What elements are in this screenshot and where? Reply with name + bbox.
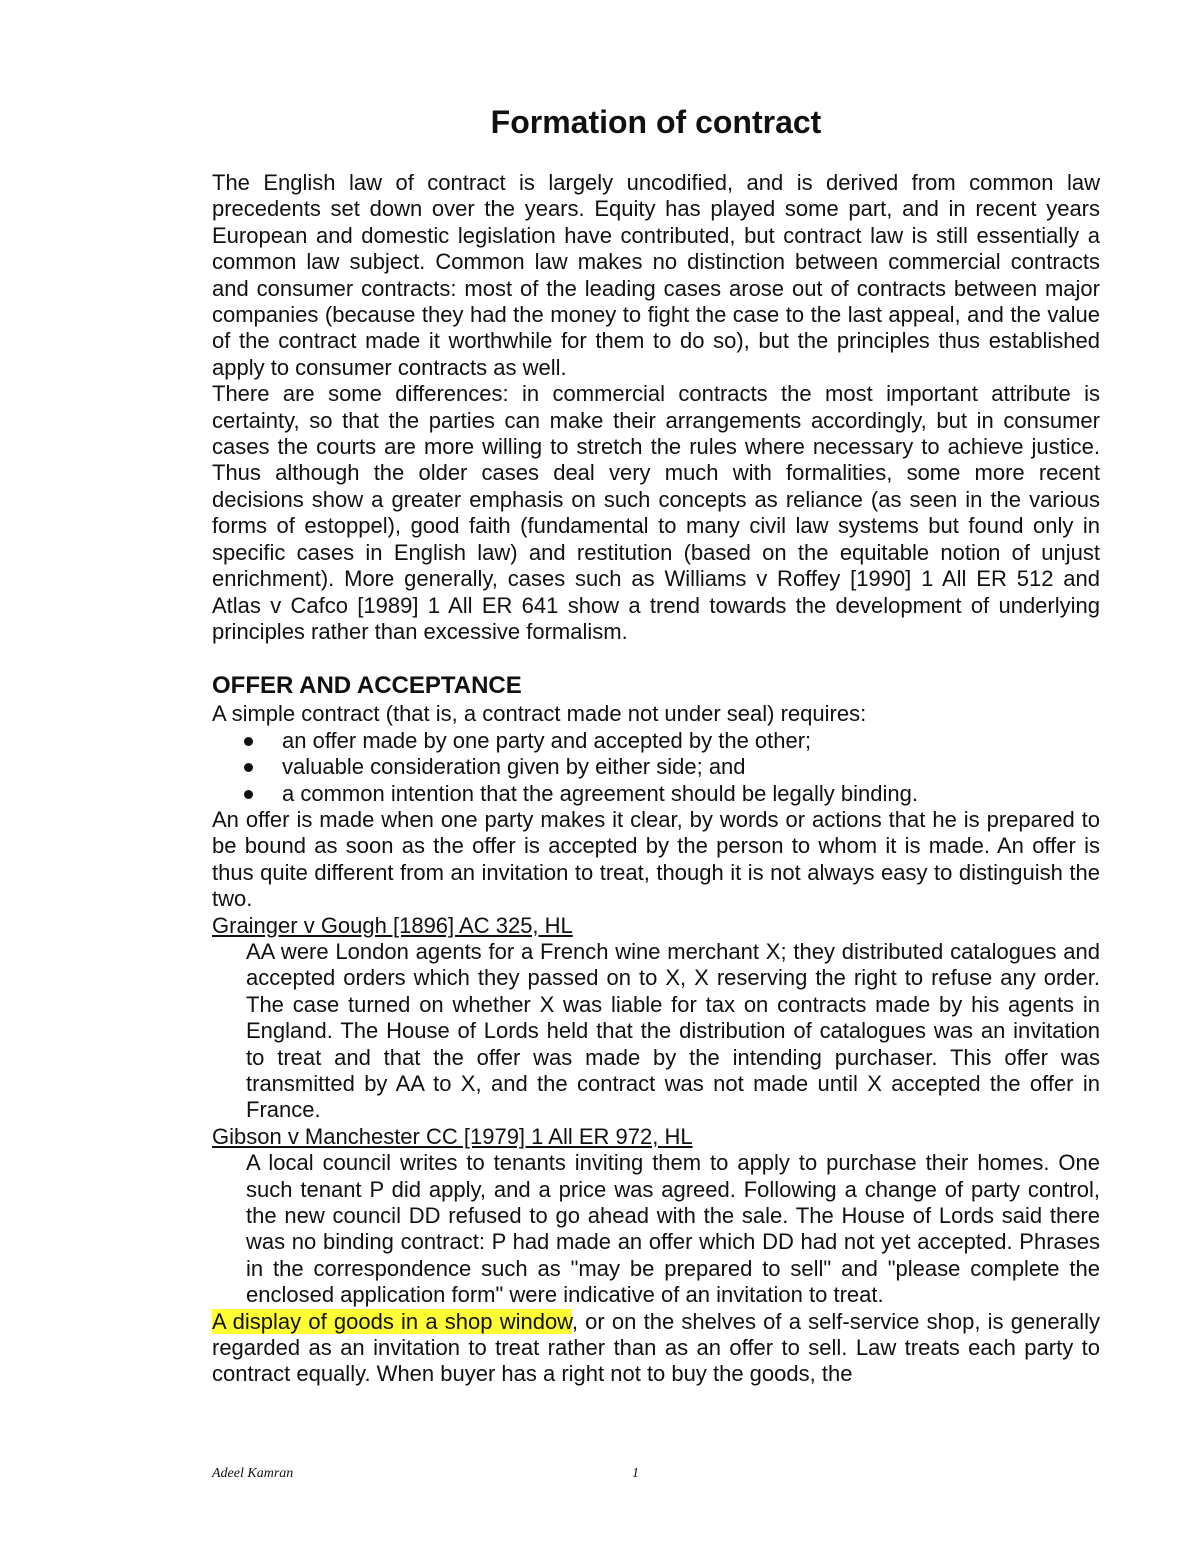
case-summary-grainger: AA were London agents for a French wine merchant X; they distributed catalogues and accepted orders which they passed on to X, X reserving the right to refuse any order. The case turned on whether X was liable for tax on contracts made by his agents in England. The House of Lords held that the distribution of catalogues was an invitation to treat and that the offer was made by the intending purchaser. This offer was transmitted by AA to X, and the contract was not made until X accepted the offer in France.	[246, 938, 1100, 1123]
case-summary-gibson: A local council writes to tenants inviting them to apply to purchase their homes. One such tenant P did apply, and a price was agreed. Following a change of party control, the new council DD refused to go ahead with the sale. The House of Lords said there was no binding contract: P had made an offer which DD had not yet accepted. Phrases in the correspondence such as "may be prepared to sell" and "please complete the enclosed application form" were indicative of an invitation to treat.	[246, 1150, 1100, 1308]
page-title: Formation of contract	[490, 104, 822, 140]
section-heading: OFFER AND ACCEPTANCE	[212, 672, 522, 700]
list-item-text: valuable consideration given by either side; and	[282, 754, 746, 780]
document-page	[212, 96, 1100, 1388]
bullet-icon	[244, 790, 253, 799]
requirements-list	[212, 728, 1100, 807]
offer-paragraph: An offer is made when one party makes it clear, by words or actions that he is prepared to be bound as soon as the offer is accepted by the person to whom it is made. An offer is thus quite different from an invitation to treat, though it is not always easy to distinguish the two.	[212, 806, 1100, 912]
bullet-icon	[244, 763, 253, 772]
case-citation-grainger: Grainger v Gough [1896] AC 325, HL	[212, 912, 573, 938]
section-lead: A simple contract (that is, a contract made not under seal) requires:	[212, 701, 867, 727]
list-item-text: an offer made by one party and accepted by the other;	[282, 727, 812, 753]
case-citation-gibson: Gibson v Manchester CC [1979] 1 All ER 972, HL	[212, 1123, 693, 1149]
footer-author: Adeel Kamran	[212, 1466, 294, 1481]
highlighted-text: A display of goods in a shop window	[212, 1308, 572, 1334]
list-item-text: a common intention that the agreement should be legally binding.	[282, 780, 918, 806]
intro-paragraph-1: The English law of contract is largely uncodified, and is derived from common law precedents set down over the years. Equity has played some part, and in recent years European and domestic legislation have contributed, but contract law is still essentially a common law subject. Common law makes no distinction between commercial contracts and consumer contracts: most of the leading cases arose out of contracts between major companies (because they had the money to fight the case to the last appeal, and the value of the contract made it worthwhile for them to do so), but the principles thus established apply to consumer contracts as well.	[212, 170, 1100, 380]
bullet-icon	[244, 737, 253, 746]
display-paragraph	[212, 1309, 1100, 1388]
list-item	[212, 754, 1100, 780]
list-item	[212, 728, 1100, 754]
intro-paragraph-2: There are some differences: in commercial contracts the most important attribute is certainty, so that the parties can make their arrangements accordingly, but in consumer cases the courts are more willing to stretch the rules where necessary to achieve justice. Thus although the older cases deal very much with formalities, some more recent decisions show a greater emphasis on such concepts as reliance (as seen in the various forms of estoppel), good faith (fundamental to many civil law systems but found only in specific cases in English law) and restitution (based on the equitable notion of unjust enrichment). More generally, cases such as Williams v Roffey [1990] 1 All ER 512 and Atlas v Cafco [1989] 1 All ER 641 show a trend towards the development of underlying principles rather than excessive formalism.	[212, 381, 1100, 644]
display-paragraph-rest: , or on the shelves of a self-service shop, is generally regarded as an invitation to treat rather than as an offer to sell. Law treats each party to contract equally. When buyer has a right not to buy the goods, the	[212, 1308, 1100, 1387]
page-number: 1	[632, 1466, 639, 1481]
list-item	[212, 781, 1100, 807]
